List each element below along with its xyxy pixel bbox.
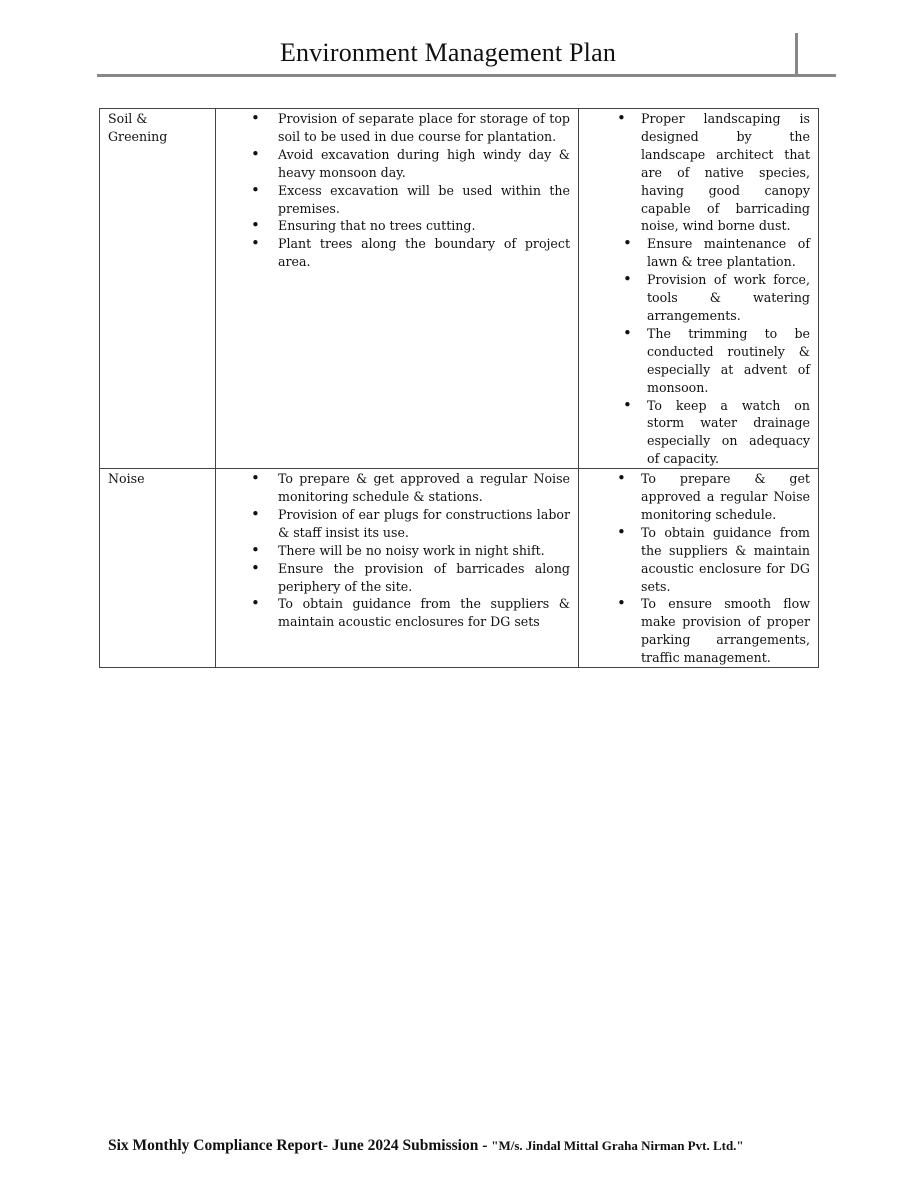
management-cell — [579, 109, 819, 469]
list-item: • To keep a watch on storm water drainage especially on adequacy of capacity. — [587, 397, 810, 469]
list-item: • The trimming to be conducted routinely & especially at advent of monsoon. — [587, 325, 810, 397]
management-cell — [579, 469, 819, 668]
list-item: • Ensure the provision of barricades along periphery of the site. — [224, 560, 570, 596]
list-item: • Provision of ear plugs for constructions labor & staff insist its use. — [224, 506, 570, 542]
list-item: • Ensure maintenance of lawn & tree plantation. — [587, 235, 810, 271]
list-item: • To prepare & get approved a regular Noise monitoring schedule. — [587, 470, 810, 524]
list-item: • Ensuring that no trees cutting. — [224, 217, 570, 235]
aspect-cell: Soil & Greening — [100, 109, 216, 469]
list-item: • Provision of separate place for storage of top soil to be used in due course for plantation. — [224, 110, 570, 146]
list-item: • To ensure smooth flow make provision of proper parking arrangements, traffic management. — [587, 595, 810, 667]
list-item: • To prepare & get approved a regular Noise monitoring schedule & stations. — [224, 470, 570, 506]
measures-cell — [216, 469, 579, 668]
list-item: • There will be no noisy work in night shift. — [224, 542, 570, 560]
emp-table — [99, 108, 819, 668]
list-item: • Proper landscaping is designed by the landscape architect that are of native species, having good canopy capable of barricading noise, wind borne dust. — [587, 110, 810, 235]
page-footer — [108, 1137, 744, 1155]
aspect-cell: Noise — [100, 469, 216, 668]
list-item: • To obtain guidance from the suppliers & maintain acoustic enclosures for DG sets — [224, 595, 570, 631]
footer-report: Six Monthly Compliance Report- June 2024 Submission - — [108, 1137, 492, 1154]
header-divider — [97, 74, 836, 77]
footer-company: "M/s. Jindal Mittal Graha Nirman Pvt. Ltd." — [491, 1138, 744, 1153]
list-item: • Avoid excavation during high windy day & heavy monsoon day. — [224, 146, 570, 182]
page-title: Environment Management Plan — [279, 38, 617, 67]
list-item: • Excess excavation will be used within the premises. — [224, 182, 570, 218]
header-vertical-bar — [795, 33, 798, 75]
list-item: • Provision of work force, tools & watering arrangements. — [587, 271, 810, 325]
measures-cell — [216, 109, 579, 469]
table-row — [100, 109, 819, 469]
list-item: • Plant trees along the boundary of project area. — [224, 235, 570, 271]
table-row — [100, 469, 819, 668]
list-item: • To obtain guidance from the suppliers & maintain acoustic enclosure for DG sets. — [587, 524, 810, 596]
